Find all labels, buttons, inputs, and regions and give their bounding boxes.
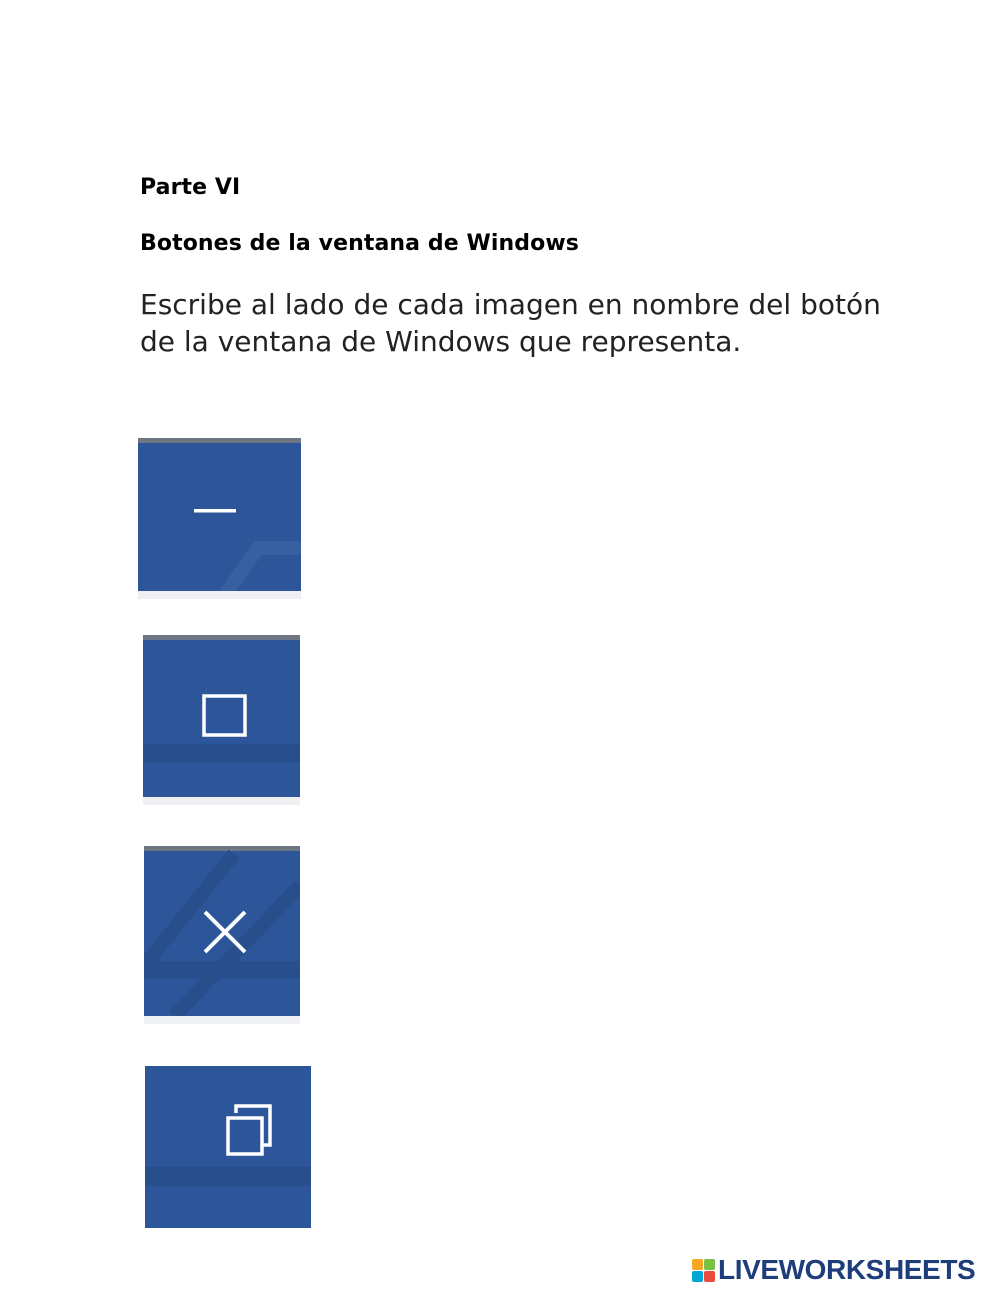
restore-button-image xyxy=(145,1066,311,1228)
minimize-icon xyxy=(138,438,301,599)
logo-square-red xyxy=(704,1271,715,1282)
maximize-button-image xyxy=(143,635,300,805)
maximize-icon xyxy=(143,635,300,805)
logo-square-green xyxy=(704,1259,715,1270)
minimize-button-image xyxy=(138,438,301,599)
logo-text: LIVEWORKSHEETS xyxy=(718,1254,976,1285)
liveworksheets-logo xyxy=(692,1252,975,1288)
image-bottom-strip xyxy=(138,591,301,599)
restore-icon xyxy=(145,1066,311,1228)
logo-square-orange xyxy=(692,1259,703,1270)
section-heading: Botones de la ventana de Windows xyxy=(140,231,579,256)
logo-square-blue xyxy=(692,1271,703,1282)
close-icon xyxy=(144,846,300,1024)
logo-mark-icon xyxy=(692,1259,715,1282)
image-bottom-strip xyxy=(143,797,300,805)
close-button-image xyxy=(144,846,300,1024)
part-heading: Parte VI xyxy=(140,175,241,200)
image-bottom-strip xyxy=(144,1016,300,1024)
instructions-text: Escribe al lado de cada imagen en nombre del botón de la ventana de Windows que representa. xyxy=(140,288,881,358)
